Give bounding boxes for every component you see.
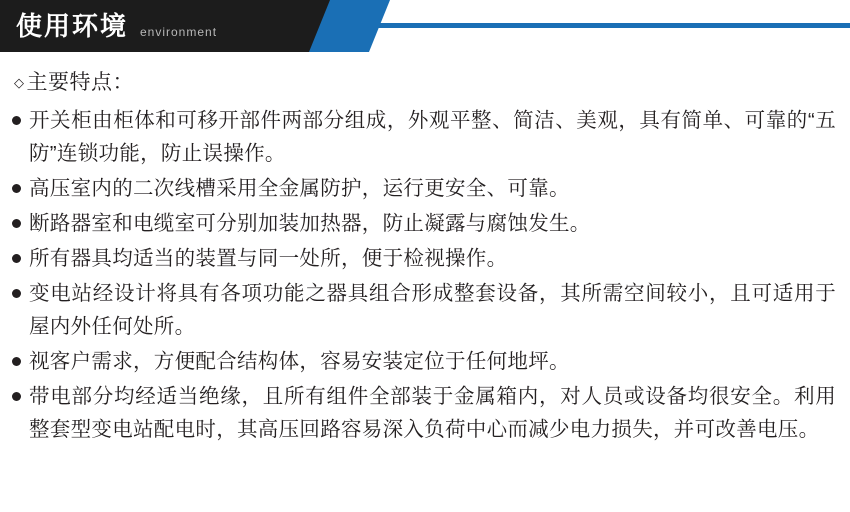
list-item [10, 104, 836, 170]
list-item-text: 变电站经设计将具有各项功能之器具组合形成整套设备，其所需空间较小，且可适用于屋内外任何处所。 [29, 282, 836, 338]
bullet-dot-icon [12, 254, 21, 263]
list-item-text: 所有器具均适当的装置与同一处所，便于检视操作。 [29, 247, 508, 270]
bullet-dot-icon [12, 116, 21, 125]
section-heading-label: 主要特点： [26, 71, 134, 94]
bullet-dot-icon [12, 392, 21, 401]
list-item [10, 277, 836, 343]
content-area [0, 52, 850, 446]
list-item [10, 242, 836, 275]
banner-title: 使用环境 [16, 11, 129, 41]
section-heading [14, 68, 836, 98]
list-item-text: 带电部分均经适当绝缘，且所有组件全部装于金属箱内，对人员或设备均很安全。利用整套型变电站配电时，其高压回路容易深入负荷中心而减少电力损失，并可改善电压。 [29, 385, 836, 441]
list-item-text: 开关柜由柜体和可移开部件两部分组成，外观平整、简洁、美观，具有简单、可靠的“五防”连锁功能，防止误操作。 [29, 109, 836, 165]
banner-blue-rule [372, 23, 850, 28]
bullet-dot-icon [12, 357, 21, 366]
list-item-text: 断路器室和电缆室可分别加装加热器，防止凝露与腐蚀发生。 [29, 212, 591, 235]
list-item-text: 视客户需求，方便配合结构体，容易安装定位于任何地坪。 [29, 350, 570, 373]
diamond-icon: ◇ [14, 75, 25, 90]
list-item-text: 高压室内的二次线槽采用全金属防护，运行更安全、可靠。 [29, 177, 570, 200]
banner-subtitle: environment [140, 25, 218, 39]
list-item [10, 207, 836, 240]
feature-list [10, 104, 836, 446]
bullet-dot-icon [12, 289, 21, 298]
section-banner [0, 0, 850, 52]
list-item [10, 380, 836, 446]
list-item [10, 172, 836, 205]
bullet-dot-icon [12, 184, 21, 193]
list-item [10, 345, 836, 378]
bullet-dot-icon [12, 219, 21, 228]
